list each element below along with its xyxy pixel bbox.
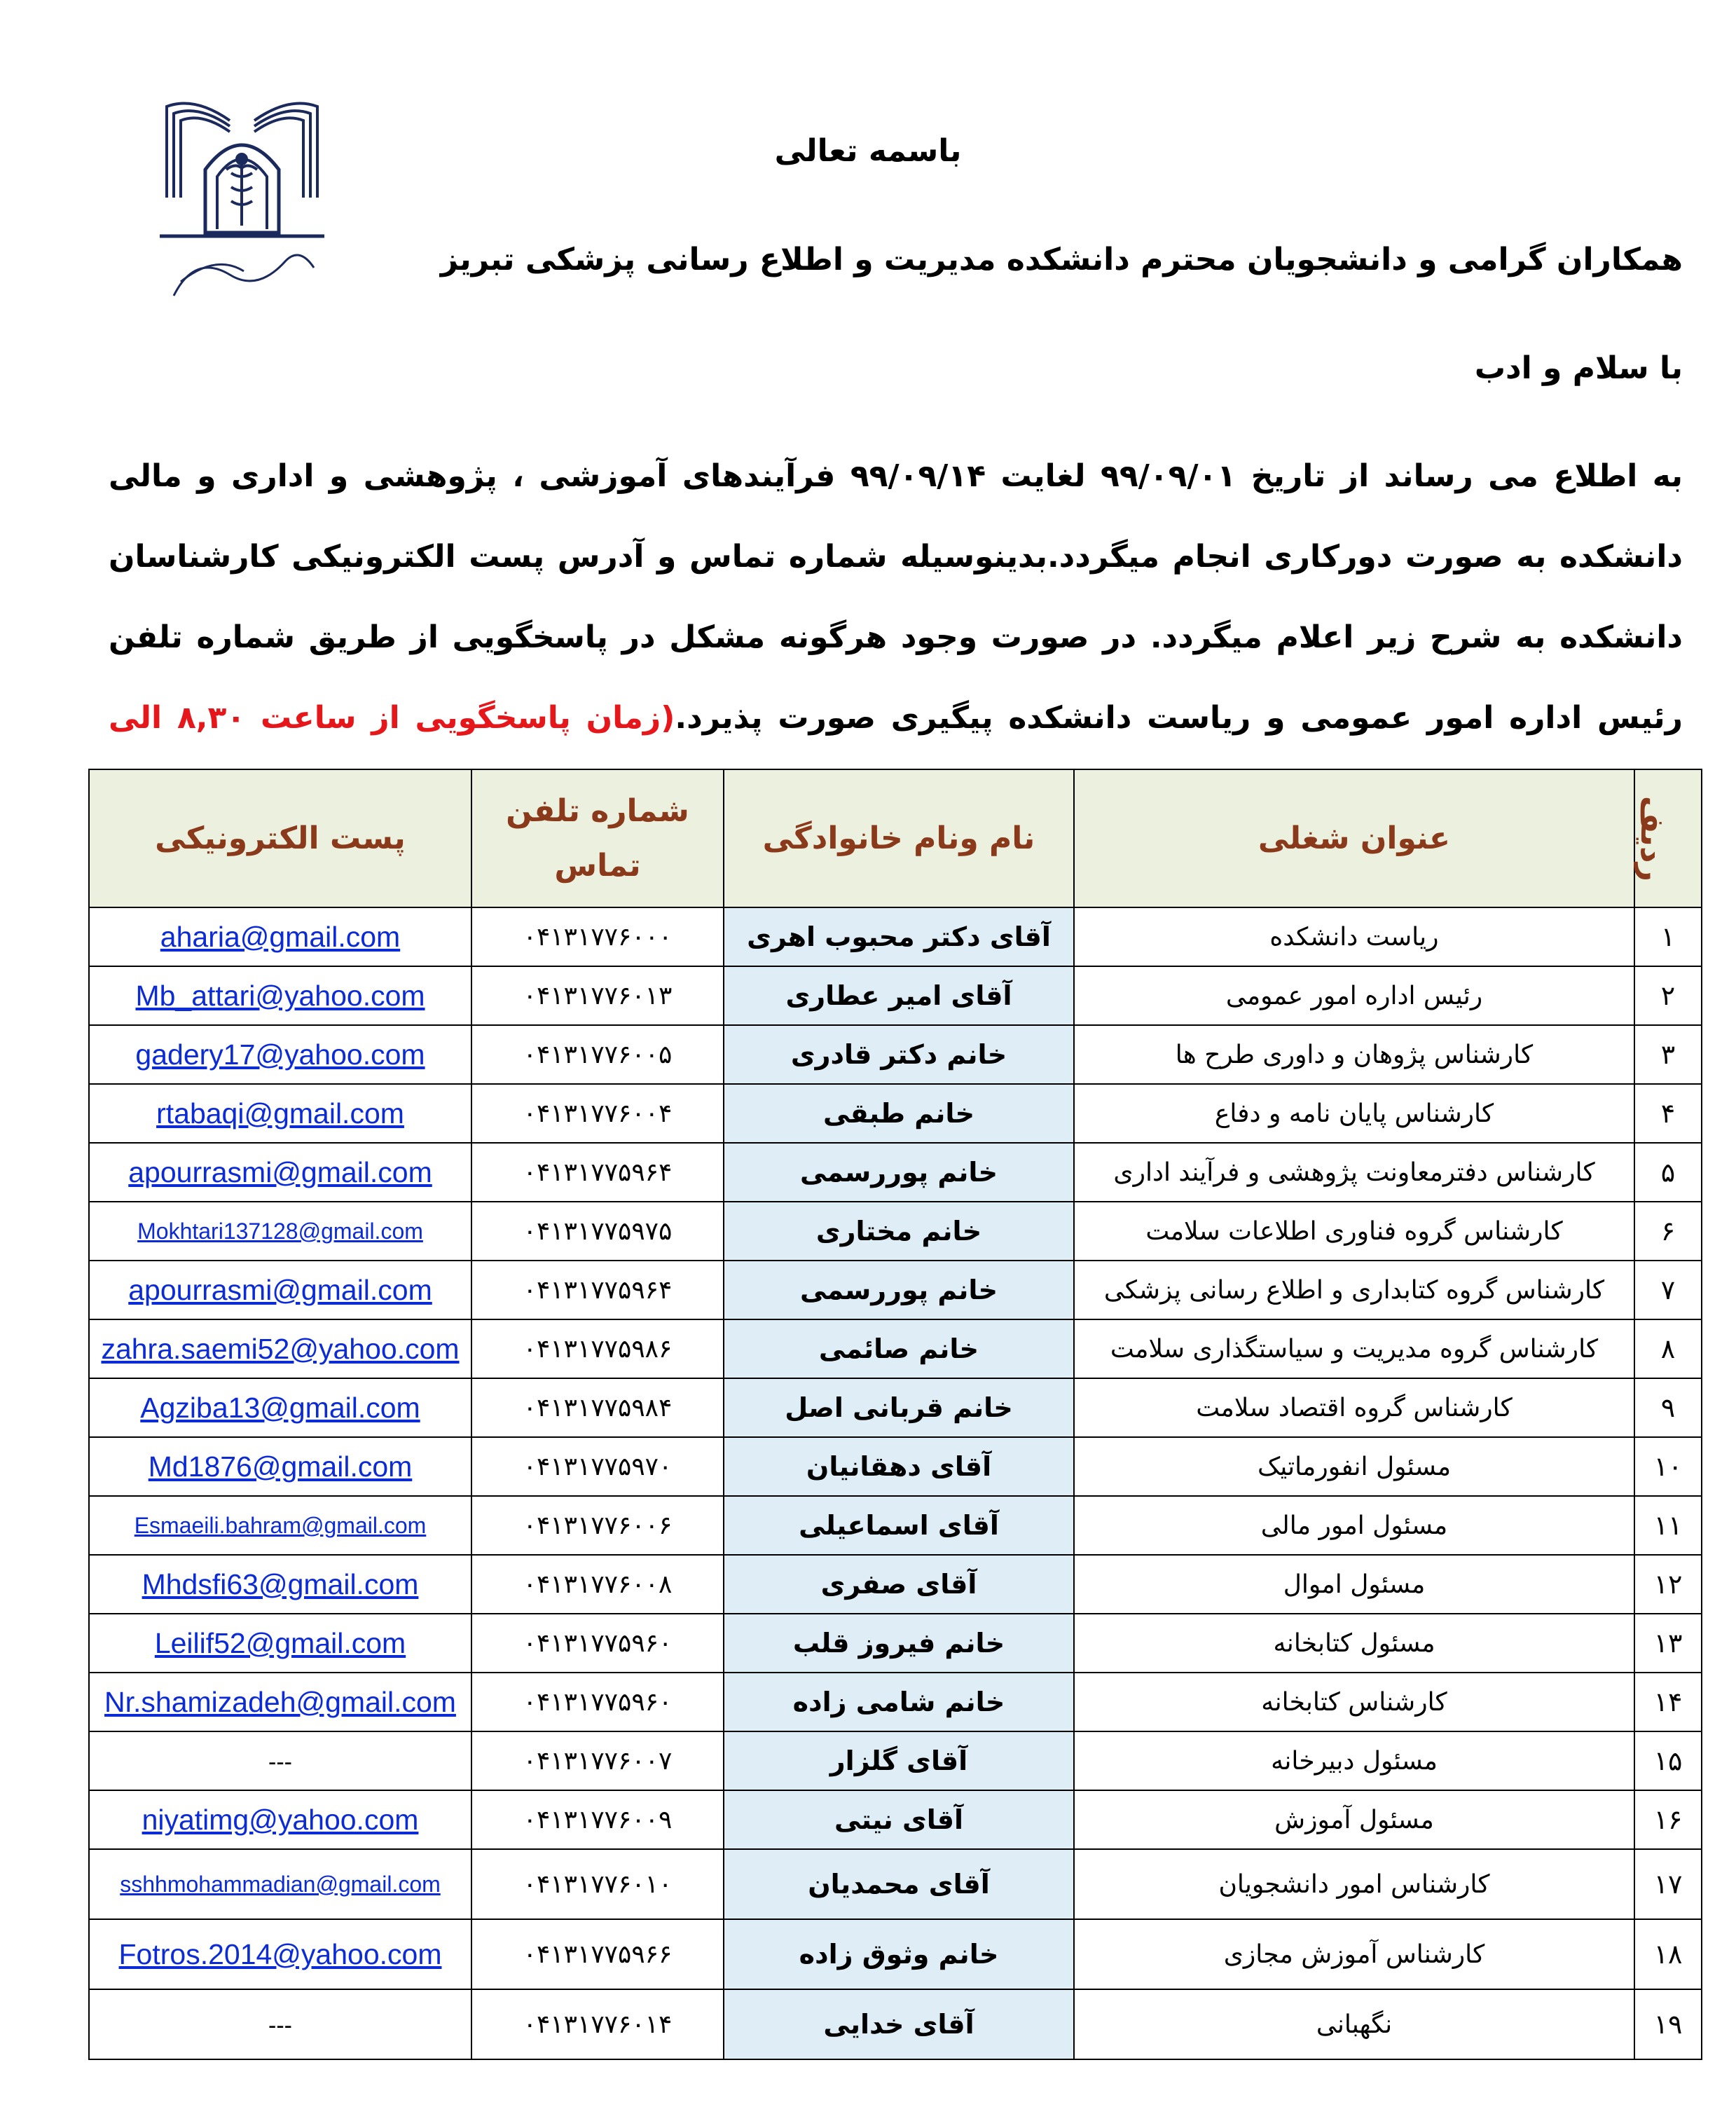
email-cell: [89, 1919, 471, 1989]
staff-name-cell: آقای خدایی: [724, 1989, 1074, 2059]
table-row: [89, 1496, 1702, 1555]
table-row: [89, 1261, 1702, 1319]
phone-cell: ۰۴۱۳۱۷۷۵۹۸۶: [471, 1319, 724, 1378]
staff-name-cell: آقای صفری: [724, 1555, 1074, 1614]
phone-cell: ۰۴۱۳۱۷۷۶۰۰۶: [471, 1496, 724, 1555]
phone-cell: ۰۴۱۳۱۷۷۵۹۷۰: [471, 1437, 724, 1496]
table-row: [89, 1378, 1702, 1437]
email-link[interactable]: Nr.shamizadeh@gmail.com: [104, 1686, 456, 1718]
row-number: ۱: [1634, 907, 1702, 966]
column-header-email: پست الکترونیکی: [89, 769, 471, 907]
email-cell: [89, 1731, 471, 1790]
column-header-job-title: عنوان شغلی: [1074, 769, 1634, 907]
job-title-cell: کارشناس امور دانشجویان: [1074, 1849, 1634, 1919]
table-row: [89, 1319, 1702, 1378]
table-row: [89, 1025, 1702, 1084]
announcement-text: به اطلاع می رساند از تاریخ ۹۹/۰۹/۰۱ لغایت ۹۹/۰۹/۱۴ فرآیندهای آموزشی ، پژوهشی و اداری و مالی دانشکده به صورت دورکاری انجام میگردد.بدینوسیله شماره تماس و آدرس پست الکترونیکی کارشناسان دانشکده به شرح زیر اعلام میگردد. در صورت وجود هرگونه مشکل در پاسخگویی از طریق شماره تلفن رئیس اداره امور عمومی و ریاست دانشکده پیگیری صورت پذیرد.: [109, 458, 1683, 736]
email-cell: [89, 1673, 471, 1731]
staff-name-cell: خانم مختاری: [724, 1202, 1074, 1261]
phone-cell: ۰۴۱۳۱۷۷۶۰۰۹: [471, 1790, 724, 1849]
email-link[interactable]: aharia@gmail.com: [160, 921, 401, 953]
staff-name-cell: خانم دکتر قادری: [724, 1025, 1074, 1084]
job-title-cell: کارشناس گروه مدیریت و سیاستگذاری سلامت: [1074, 1319, 1634, 1378]
job-title-cell: رئیس اداره امور عمومی: [1074, 966, 1634, 1025]
table-row: [89, 1731, 1702, 1790]
phone-cell: ۰۴۱۳۱۷۷۵۹۷۵: [471, 1202, 724, 1261]
phone-cell: ۰۴۱۳۱۷۷۶۰۰۷: [471, 1731, 724, 1790]
document-heading: باسمه تعالی: [774, 133, 962, 169]
phone-cell: ۰۴۱۳۱۷۷۶۰۱۰: [471, 1849, 724, 1919]
job-title-cell: کارشناس کتابخانه: [1074, 1673, 1634, 1731]
staff-name-cell: خانم قربانی اصل: [724, 1378, 1074, 1437]
phone-cell: ۰۴۱۳۱۷۷۵۹۶۰: [471, 1614, 724, 1673]
column-header-full-name: نام ونام خانوادگی: [724, 769, 1074, 907]
email-link[interactable]: Fotros.2014@yahoo.com: [118, 1938, 442, 1970]
job-title-cell: مسئول انفورماتیک: [1074, 1437, 1634, 1496]
row-number: ۲: [1634, 966, 1702, 1025]
job-title-cell: کارشناس پژوهان و داوری طرح ها: [1074, 1025, 1634, 1084]
job-title-cell: کارشناس پایان نامه و دفاع: [1074, 1084, 1634, 1143]
row-number: ۷: [1634, 1261, 1702, 1319]
email-cell: [89, 1025, 471, 1084]
staff-name-cell: آقای محمدیان: [724, 1849, 1074, 1919]
staff-name-cell: خانم وثوق زاده: [724, 1919, 1074, 1989]
table-row: [89, 907, 1702, 966]
salutation-line: با سلام و ادب: [1474, 350, 1683, 386]
phone-cell: ۰۴۱۳۱۷۷۶۰۰۰: [471, 907, 724, 966]
phone-cell: ۰۴۱۳۱۷۷۶۰۰۸: [471, 1555, 724, 1614]
email-link[interactable]: gadery17@yahoo.com: [135, 1038, 425, 1071]
email-cell: [89, 1496, 471, 1555]
row-number: ۵: [1634, 1143, 1702, 1202]
email-link[interactable]: Mb_attari@yahoo.com: [135, 980, 425, 1012]
addressee-line: همکاران گرامی و دانشجویان محترم دانشکده مدیریت و اطلاع رسانی پزشکی تبریز: [440, 242, 1683, 277]
row-number: ۱۲: [1634, 1555, 1702, 1614]
phone-cell: ۰۴۱۳۱۷۷۶۰۱۳: [471, 966, 724, 1025]
phone-cell: ۰۴۱۳۱۷۷۵۹۶۰: [471, 1673, 724, 1731]
email-link[interactable]: Leilif52@gmail.com: [154, 1627, 406, 1659]
email-cell: [89, 966, 471, 1025]
staff-name-cell: خانم طبقی: [724, 1084, 1074, 1143]
job-title-cell: کارشناس آموزش مجازی: [1074, 1919, 1634, 1989]
email-link[interactable]: Esmaeili.bahram@gmail.com: [134, 1513, 427, 1538]
table-row: [89, 1202, 1702, 1261]
email-link[interactable]: apourrasmi@gmail.com: [128, 1156, 432, 1188]
email-link[interactable]: Agziba13@gmail.com: [140, 1392, 420, 1424]
table-row: [89, 1614, 1702, 1673]
response-hours-note: (زمان پاسخگویی از ساعت ۸,۳۰ الی: [109, 700, 675, 736]
email-link[interactable]: sshhmohammadian@gmail.com: [120, 1872, 441, 1897]
row-number: ۱۰: [1634, 1437, 1702, 1496]
row-number: ۸: [1634, 1319, 1702, 1378]
table-row: [89, 1084, 1702, 1143]
row-number: ۶: [1634, 1202, 1702, 1261]
staff-name-cell: آقای امیر عطاری: [724, 966, 1074, 1025]
staff-name-cell: خانم شامی زاده: [724, 1673, 1074, 1731]
row-number: ۹: [1634, 1378, 1702, 1437]
job-title-cell: مسئول اموال: [1074, 1555, 1634, 1614]
phone-cell: ۰۴۱۳۱۷۷۶۰۱۴: [471, 1989, 724, 2059]
email-cell: [89, 1614, 471, 1673]
job-title-cell: مسئول آموزش: [1074, 1790, 1634, 1849]
job-title-cell: کارشناس دفترمعاونت پژوهشی و فرآیند اداری: [1074, 1143, 1634, 1202]
row-number: ۱۷: [1634, 1849, 1702, 1919]
email-cell: [89, 907, 471, 966]
table-row: [89, 1919, 1702, 1989]
job-title-cell: ریاست دانشکده: [1074, 907, 1634, 966]
row-number: ۱۶: [1634, 1790, 1702, 1849]
table-row: [89, 1989, 1702, 2059]
staff-name-cell: خانم پوررسمی: [724, 1143, 1074, 1202]
email-link[interactable]: Md1876@gmail.com: [148, 1450, 413, 1483]
table-row: [89, 1143, 1702, 1202]
email-link[interactable]: Mhdsfi63@gmail.com: [142, 1568, 419, 1600]
table-row: [89, 1673, 1702, 1731]
job-title-cell: کارشناس گروه اقتصاد سلامت: [1074, 1378, 1634, 1437]
phone-cell: ۰۴۱۳۱۷۷۵۹۶۴: [471, 1261, 724, 1319]
job-title-cell: مسئول امور مالی: [1074, 1496, 1634, 1555]
email-cell: [89, 1790, 471, 1849]
column-header-phone: شماره تلفن تماس: [471, 769, 724, 907]
email-empty-dash: ---: [268, 1748, 292, 1776]
table-header-row: [89, 769, 1702, 907]
row-number: ۴: [1634, 1084, 1702, 1143]
column-header-row-number: ردیف: [1634, 769, 1702, 907]
table-row: [89, 1437, 1702, 1496]
table-row: [89, 1849, 1702, 1919]
email-link[interactable]: apourrasmi@gmail.com: [128, 1274, 432, 1306]
phone-cell: ۰۴۱۳۱۷۷۶۰۰۴: [471, 1084, 724, 1143]
university-emblem-icon: [153, 92, 331, 303]
email-cell: [89, 1378, 471, 1437]
row-number: ۱۱: [1634, 1496, 1702, 1555]
table-row: [89, 1790, 1702, 1849]
job-title-cell: نگهبانی: [1074, 1989, 1634, 2059]
phone-cell: ۰۴۱۳۱۷۷۵۹۶۶: [471, 1919, 724, 1989]
email-link[interactable]: zahra.saemi52@yahoo.com: [101, 1333, 460, 1365]
row-number: ۱۸: [1634, 1919, 1702, 1989]
email-link[interactable]: Mokhtari137128@gmail.com: [137, 1219, 423, 1244]
row-number: ۱۴: [1634, 1673, 1702, 1731]
row-number: ۱۹: [1634, 1989, 1702, 2059]
staff-name-cell: خانم پوررسمی: [724, 1261, 1074, 1319]
row-number: ۱۵: [1634, 1731, 1702, 1790]
job-title-cell: کارشناس گروه کتابداری و اطلاع رسانی پزشکی: [1074, 1261, 1634, 1319]
job-title-cell: کارشناس گروه فناوری اطلاعات سلامت: [1074, 1202, 1634, 1261]
email-link[interactable]: niyatimg@yahoo.com: [142, 1804, 419, 1836]
email-cell: [89, 1437, 471, 1496]
row-number: ۳: [1634, 1025, 1702, 1084]
email-cell: [89, 1319, 471, 1378]
email-cell: [89, 1261, 471, 1319]
staff-name-cell: خانم فیروز قلب: [724, 1614, 1074, 1673]
phone-cell: ۰۴۱۳۱۷۷۵۹۶۴: [471, 1143, 724, 1202]
email-cell: [89, 1555, 471, 1614]
staff-name-cell: آقای دهقانیان: [724, 1437, 1074, 1496]
job-title-cell: مسئول کتابخانه: [1074, 1614, 1634, 1673]
email-cell: [89, 1143, 471, 1202]
staff-name-cell: آقای اسماعیلی: [724, 1496, 1074, 1555]
email-cell: [89, 1084, 471, 1143]
email-cell: [89, 1849, 471, 1919]
row-number: ۱۳: [1634, 1614, 1702, 1673]
phone-cell: ۰۴۱۳۱۷۷۵۹۸۴: [471, 1378, 724, 1437]
table-row: [89, 966, 1702, 1025]
email-cell: [89, 1989, 471, 2059]
staff-name-cell: آقای دکتر محبوب اهری: [724, 907, 1074, 966]
staff-name-cell: آقای نیتی: [724, 1790, 1074, 1849]
email-empty-dash: ---: [268, 2012, 292, 2039]
phone-cell: ۰۴۱۳۱۷۷۶۰۰۵: [471, 1025, 724, 1084]
table-row: [89, 1555, 1702, 1614]
staff-name-cell: آقای گلزار: [724, 1731, 1074, 1790]
staff-name-cell: خانم صائمی: [724, 1319, 1074, 1378]
job-title-cell: مسئول دبیرخانه: [1074, 1731, 1634, 1790]
staff-contact-table: [88, 769, 1702, 2060]
email-cell: [89, 1202, 471, 1261]
email-link[interactable]: rtabaqi@gmail.com: [156, 1097, 404, 1130]
